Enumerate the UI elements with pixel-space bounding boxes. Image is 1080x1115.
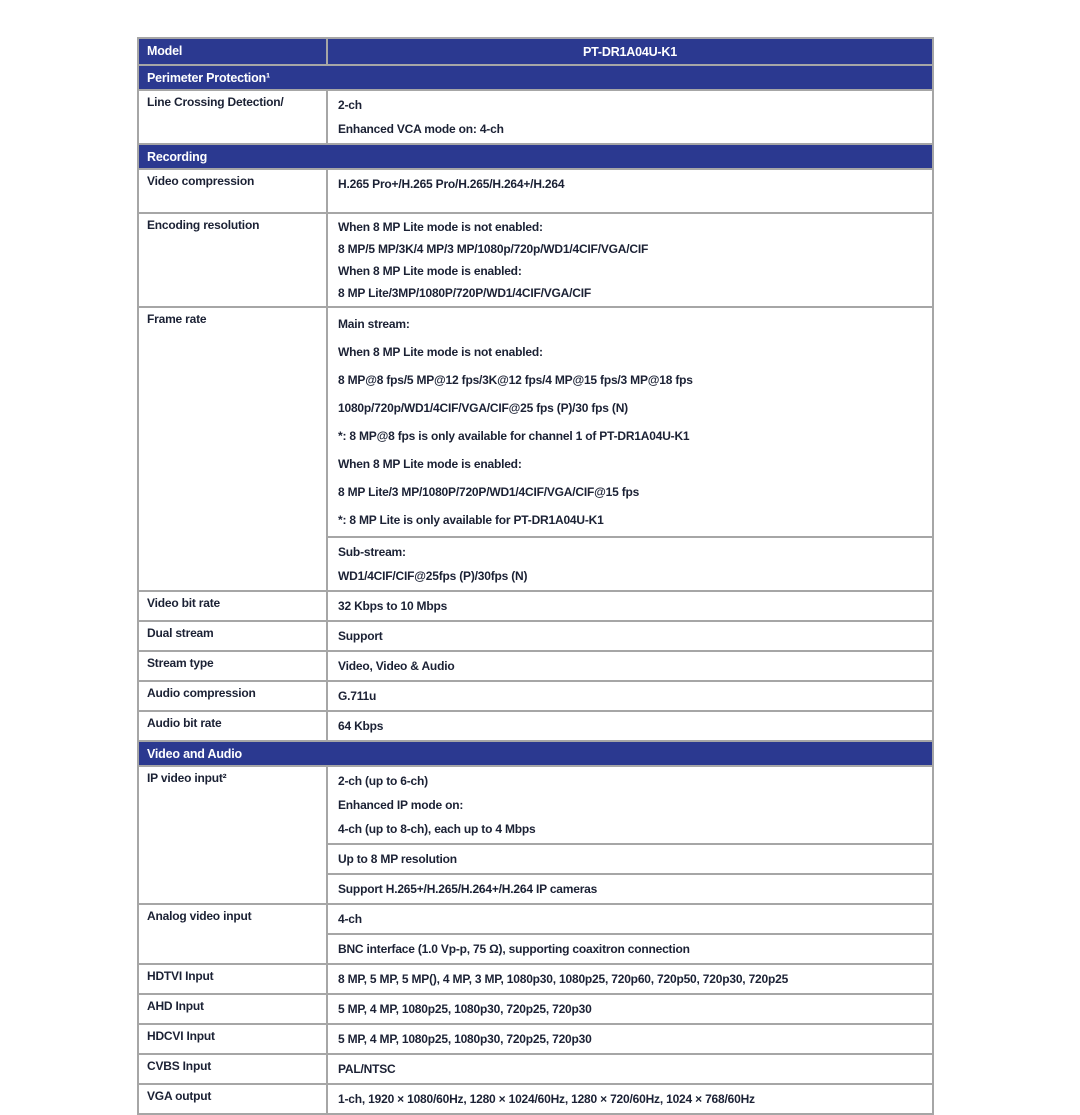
spec-value-line: 1-ch, 1920 × 1080/60Hz, 1280 × 1024/60Hz, 1280 × 720/60Hz, 1024 × 768/60Hz bbox=[338, 1092, 755, 1106]
spec-label: Video compression bbox=[139, 170, 328, 212]
table-header-row bbox=[139, 39, 932, 64]
spec-row-ip-video-input bbox=[139, 765, 932, 903]
spec-value-line: 4-ch bbox=[338, 912, 362, 926]
spec-label: Analog video input bbox=[139, 905, 328, 963]
spec-value-line: WD1/4CIF/CIF@25fps (P)/30fps (N) bbox=[338, 569, 528, 583]
spec-value-line: Support bbox=[338, 629, 383, 643]
spec-label: Video bit rate bbox=[139, 592, 328, 620]
spec-label: Audio compression bbox=[139, 682, 328, 710]
spec-row-video-compression bbox=[139, 168, 932, 212]
model-header-label: Model bbox=[139, 39, 328, 64]
spec-label: HDCVI Input bbox=[139, 1025, 328, 1053]
spec-value-line: *: 8 MP@8 fps is only available for channel 1 of PT-DR1A04U-K1 bbox=[338, 429, 690, 443]
spec-value-line: 64 Kbps bbox=[338, 719, 384, 733]
spec-value-line: PAL/NTSC bbox=[338, 1062, 396, 1076]
spec-label: CVBS Input bbox=[139, 1055, 328, 1083]
spec-row-ahd-input bbox=[139, 993, 932, 1023]
spec-value-line: 2-ch bbox=[338, 98, 362, 112]
spec-label: HDTVI Input bbox=[139, 965, 328, 993]
spec-label: Encoding resolution bbox=[139, 214, 328, 306]
spec-value-line: G.711u bbox=[338, 689, 377, 703]
spec-value-line: Sub-stream: bbox=[338, 545, 406, 559]
spec-value-line: When 8 MP Lite mode is not enabled: bbox=[338, 345, 543, 359]
spec-value-line: 8 MP@8 fps/5 MP@12 fps/3K@12 fps/4 MP@15 fps/3 MP@18 fps bbox=[338, 373, 693, 387]
spec-label: Frame rate bbox=[139, 308, 328, 590]
spec-value-line: 5 MP, 4 MP, 1080p25, 1080p30, 720p25, 720p30 bbox=[338, 1032, 592, 1046]
spec-label: Stream type bbox=[139, 652, 328, 680]
spec-value-line: 8 MP, 5 MP, 5 MP(), 4 MP, 3 MP, 1080p30, 1080p25, 720p60, 720p50, 720p30, 720p25 bbox=[338, 972, 789, 986]
section-video-and-audio: Video and Audio bbox=[139, 740, 932, 765]
spec-value-line: Enhanced VCA mode on: 4-ch bbox=[338, 122, 504, 136]
spec-row-line-crossing bbox=[139, 89, 932, 143]
spec-row-analog-video-input bbox=[139, 903, 932, 963]
spec-value-line: BNC interface (1.0 Vp-p, 75 Ω), supporting coaxitron connection bbox=[338, 942, 690, 956]
spec-row-audio-compression bbox=[139, 680, 932, 710]
spec-value-line: Up to 8 MP resolution bbox=[338, 852, 457, 866]
section-recording: Recording bbox=[139, 143, 932, 168]
spec-value-line: 1080p/720p/WD1/4CIF/VGA/CIF@25 fps (P)/30 fps (N) bbox=[338, 401, 628, 415]
spec-row-video-bit-rate bbox=[139, 590, 932, 620]
spec-table bbox=[137, 37, 934, 1115]
spec-value-line: H.265 Pro+/H.265 Pro/H.265/H.264+/H.264 bbox=[338, 177, 565, 191]
spec-label: Audio bit rate bbox=[139, 712, 328, 740]
spec-value-line: 8 MP Lite/3 MP/1080P/720P/WD1/4CIF/VGA/CIF@15 fps bbox=[338, 485, 640, 499]
spec-value-line: When 8 MP Lite mode is not enabled: bbox=[338, 220, 543, 234]
spec-row-stream-type bbox=[139, 650, 932, 680]
spec-value-line: When 8 MP Lite mode is enabled: bbox=[338, 457, 522, 471]
spec-value-line: 4-ch (up to 8-ch), each up to 4 Mbps bbox=[338, 822, 536, 836]
spec-label: Dual stream bbox=[139, 622, 328, 650]
spec-row-dual-stream bbox=[139, 620, 932, 650]
spec-value-line: 2-ch (up to 6-ch) bbox=[338, 774, 428, 788]
spec-row-audio-bit-rate bbox=[139, 710, 932, 740]
spec-row-vga-output bbox=[139, 1083, 932, 1113]
spec-row-hdcvi-input bbox=[139, 1023, 932, 1053]
spec-value-line: Enhanced IP mode on: bbox=[338, 798, 464, 812]
spec-value-line: Support H.265+/H.265/H.264+/H.264 IP cameras bbox=[338, 882, 598, 896]
spec-value-line: 8 MP/5 MP/3K/4 MP/3 MP/1080p/720p/WD1/4CIF/VGA/CIF bbox=[338, 242, 649, 256]
spec-row-cvbs-input bbox=[139, 1053, 932, 1083]
model-header-value: PT-DR1A04U-K1 bbox=[583, 44, 677, 59]
spec-label: VGA output bbox=[139, 1085, 328, 1113]
spec-value-line: 8 MP Lite/3MP/1080P/720P/WD1/4CIF/VGA/CIF bbox=[338, 286, 591, 300]
spec-label: Line Crossing Detection/ bbox=[139, 91, 328, 143]
spec-value-line: When 8 MP Lite mode is enabled: bbox=[338, 264, 522, 278]
spec-label: AHD Input bbox=[139, 995, 328, 1023]
spec-label: IP video input² bbox=[139, 767, 328, 903]
spec-value-line: Main stream: bbox=[338, 317, 410, 331]
spec-value-line: Video, Video & Audio bbox=[338, 659, 455, 673]
spec-value-line: 32 Kbps to 10 Mbps bbox=[338, 599, 448, 613]
spec-row-frame-rate bbox=[139, 306, 932, 590]
spec-row-encoding-resolution bbox=[139, 212, 932, 306]
spec-row-hdtvi-input bbox=[139, 963, 932, 993]
spec-value-line: *: 8 MP Lite is only available for PT-DR1A04U-K1 bbox=[338, 513, 604, 527]
spec-value-line: 5 MP, 4 MP, 1080p25, 1080p30, 720p25, 720p30 bbox=[338, 1002, 592, 1016]
section-perimeter-protection: Perimeter Protection¹ bbox=[139, 64, 932, 89]
